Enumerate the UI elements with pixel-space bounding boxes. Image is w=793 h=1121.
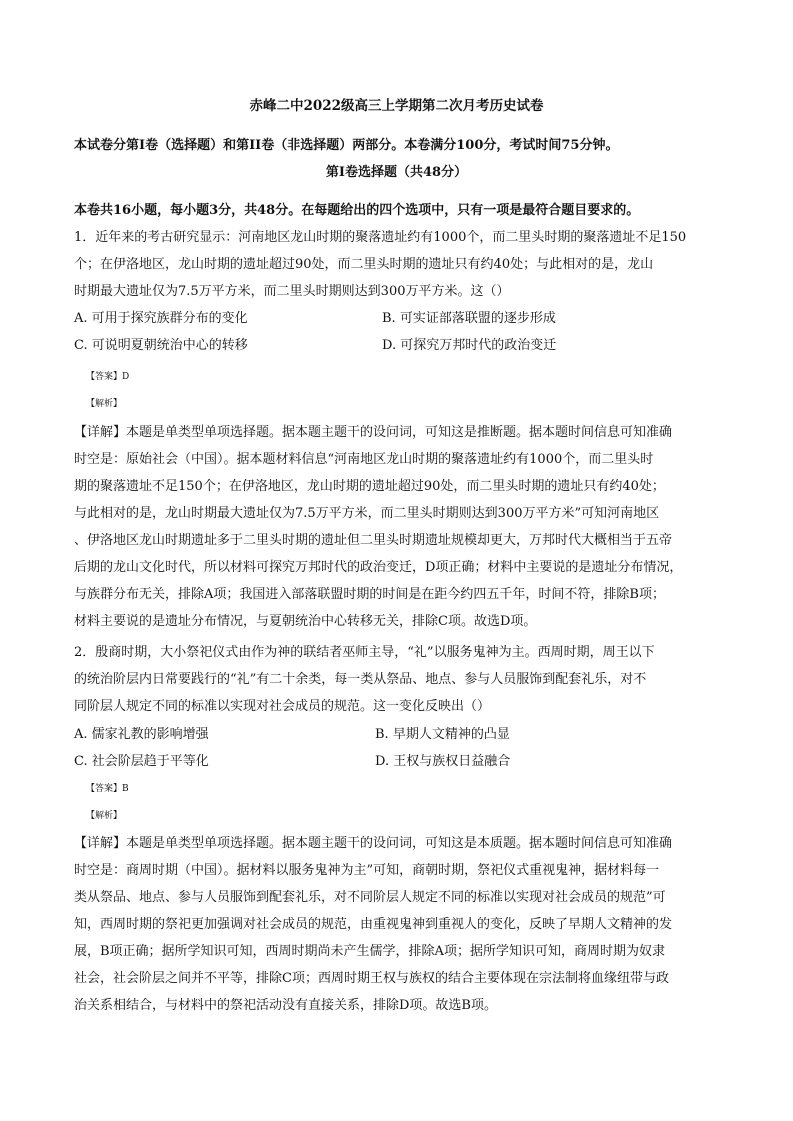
q1-option-c: C. 可说明夏朝统治中心的转移 [74,338,248,353]
q2-explanation-line-4: 知，西周时期的祭祀更加强调对社会成员的规范，由重视鬼神到重视人的变化，反映了早期人文精神的发 [74,917,673,932]
q1-explanation-line-8: 材料主要说的是遗址分布情况，与夏朝统治中心转移无关，排除C项。故选D项。 [74,614,537,629]
q1-stem-line-3: 时期最大遗址仅为7.5万平方米，而二里头时期则达到300万平方米。这（） [74,284,510,299]
q2-explanation-line-3: 类从祭品、地点、参与人员服饰到配套礼乐，对不同阶层人规定不同的标准以实现对社会成员的规范”可 [74,890,666,905]
q2-explanation-line-6: 社会，社会阶层之间并不平等，排除C项；西周时期王权与族权的结合主要体现在宗法制将血缘纽带与政 [74,971,669,986]
q2-option-b: B. 早期人文精神的凸显 [375,727,510,742]
q1-explanation-line-4: 与此相对的是，龙山时期最大遗址仅为7.5万平方米，而二里头时期则达到300万平方米”可知河南地区 [74,506,660,521]
q1-option-a: A. 可用于探究族群分布的变化 [74,311,248,326]
q2-explanation-line-1: 【详解】本题是单类型单项选择题。据本题主题干的设问词，可知这是本质题。据本题时间信息可知准确 [74,836,673,851]
section-title: 第I卷选择题（共48分） [325,165,468,180]
q1-explanation-line-1: 【详解】本题是单类型单项选择题。据本题主题干的设问词，可知这是推断题。据本题时间信息可知准确 [74,425,673,440]
q2-option-a: A. 儒家礼教的影响增强 [74,727,209,742]
q2-stem-line-2: 的统治阶层内日常要践行的“礼”有二十余类，每一类从祭品、地点、参与人员服饰到配套礼乐，对不 [74,672,647,687]
q1-explanation-line-2: 时空是：原始社会（中国）。据本题材料信息“河南地区龙山时期的聚落遗址约有1000个，而二里头时 [74,452,654,467]
q1-option-d: D. 可探究万邦时代的政治变迁 [382,338,557,353]
exam-title: 赤峰二中2022级高三上学期第二次月考历史试卷 [249,98,544,114]
q1-explanation-line-3: 期的聚落遗址不足150个；在伊洛地区，龙山时期的遗址超过90处，而二里头时期的遗址只有约40处； [74,479,665,494]
q2-analysis-label: 【解析】 [86,811,123,821]
q1-explanation-line-5: 、伊洛地区龙山时期遗址多于二里头时期的遗址但二里头时期遗址规模却更大，万邦时代大概相当于五帝 [74,533,673,548]
q1-stem-line-2: 个；在伊洛地区，龙山时期的遗址超过90处，而二里头时期的遗址只有约40处；与此相对的是，龙山 [74,257,654,272]
q2-stem-line-3: 同阶层人规定不同的标准以实现对社会成员的规范。这一变化反映出（） [74,699,491,714]
q1-explanation-line-6: 后期的龙山文化时代，所以材料可探究万邦时代的政治变迁，D项正确；材料中主要说的是遗址分布情况， [74,560,683,575]
q2-option-d: D. 王权与族权日益融合 [375,754,511,769]
q2-answer: 【答案】B [86,784,129,794]
q1-answer: 【答案】D [86,372,130,382]
q2-explanation-line-5: 展，B项正确；据所学知识可知，西周时期尚未产生儒学，排除A项；据所学知识可知，商周时期为奴隶 [74,944,665,959]
instructions: 本卷共16小题，每小题3分，共48分。在每题给出的四个选项中，只有一项是最符合题目要求的。 [74,203,640,218]
q1-analysis-label: 【解析】 [86,399,123,409]
q1-explanation-line-7: 与族群分布无关，排除A项；我国进入部落联盟时期的时间是在距今约四五千年，时间不符，排除B项； [74,587,665,602]
q2-explanation-line-2: 时空是：商周时期（中国）。据材料以服务鬼神为主”可知，商朝时期，祭祀仪式重视鬼神，据材料每一 [74,863,660,878]
exam-intro: 本试卷分第I卷（选择题）和第II卷（非选择题）两部分。本卷满分100分，考试时间75分钟。 [74,138,619,153]
q2-explanation-line-7: 治关系相结合，与材料中的祭祀活动没有直接关系，排除D项。故选B项。 [74,998,497,1013]
q1-stem-line-1: 1．近年来的考古研究显示：河南地区龙山时期的聚落遗址约有1000个，而二里头时期的聚落遗址不足150 [74,230,687,245]
q1-option-b: B. 可实证部落联盟的逐步形成 [382,311,556,326]
q2-option-c: C. 社会阶层趋于平等化 [74,754,209,769]
q2-stem-line-1: 2．殷商时期，大小祭祀仪式由作为神的联结者巫师主导，“礼”以服务鬼神为主。西周时期，周王以下 [74,645,655,660]
